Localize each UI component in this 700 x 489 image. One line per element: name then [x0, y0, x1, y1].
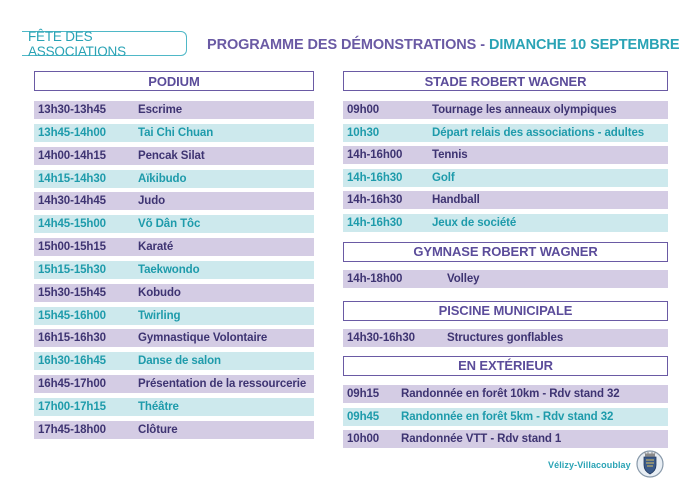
row-label: Tai Chi Chuan — [138, 126, 214, 139]
title-main: PROGRAMME DES DÉMONSTRATIONS — [207, 37, 477, 53]
row-time: 14h30-14h45 — [38, 195, 106, 208]
exterieur-row — [343, 408, 668, 426]
piscine-schedule — [343, 329, 668, 347]
stade-row — [343, 214, 668, 232]
section-title-gymnase: GYMNASE ROBERT WAGNER — [343, 242, 668, 262]
row-time: 15h45-16h00 — [38, 309, 106, 322]
row-label: Départ relais des associations - adultes — [432, 126, 645, 139]
row-time: 14h-16h30 — [347, 194, 403, 207]
row-label: Clôture — [138, 423, 178, 436]
gymnase-schedule — [343, 270, 668, 288]
row-label: Gymnastique Volontaire — [138, 332, 268, 345]
row-time: 13h30-13h45 — [38, 104, 106, 116]
podium-row — [34, 147, 314, 165]
row-label: Tournage les anneaux olympiques — [432, 104, 617, 116]
row-time: 17h45-18h00 — [38, 423, 106, 436]
podium-schedule — [34, 101, 314, 439]
row-label: Võ Dân Tôc — [138, 218, 201, 231]
exterieur-row — [343, 385, 668, 403]
row-time: 16h15-16h30 — [38, 332, 106, 345]
section-title-piscine: PISCINE MUNICIPALE — [343, 301, 668, 321]
row-label: Escrime — [138, 104, 183, 116]
gymnase-row — [343, 270, 668, 288]
row-time: 13h45-14h00 — [38, 126, 106, 139]
row-label: Taekwondo — [138, 263, 200, 276]
stade-row — [343, 191, 668, 209]
exterieur-schedule — [343, 385, 668, 448]
podium-row — [34, 398, 314, 416]
row-label: Kobudo — [138, 286, 181, 299]
stade-row — [343, 169, 668, 187]
row-time: 14h45-15h00 — [38, 218, 106, 231]
event-name: FÊTE DES ASSOCIATIONS — [28, 28, 126, 59]
title-separator: - — [480, 37, 485, 53]
podium-row — [34, 215, 314, 233]
row-time: 14h-18h00 — [347, 272, 403, 285]
row-label: Jeux de société — [432, 216, 517, 229]
podium-row — [34, 375, 314, 393]
podium-row — [34, 329, 314, 347]
row-time: 14h-16h30 — [347, 171, 403, 184]
podium-row — [34, 170, 314, 188]
row-time: 17h00-17h15 — [38, 400, 106, 413]
row-label: Judo — [138, 195, 166, 208]
row-time: 10h30 — [347, 126, 380, 139]
stade-row — [343, 101, 668, 119]
section-title-exterieur: EN EXTÉRIEUR — [343, 356, 668, 376]
row-label: Danse de salon — [138, 355, 221, 368]
podium-row — [34, 124, 314, 142]
podium-row — [34, 261, 314, 279]
row-time: 16h45-17h00 — [38, 378, 106, 391]
row-label: Handball — [432, 194, 480, 207]
row-label: Aïkibudo — [138, 172, 187, 185]
row-label: Karaté — [138, 241, 174, 254]
stade-row — [343, 146, 668, 164]
podium-row — [34, 238, 314, 256]
title-date: DIMANCHE 10 SEPTEMBRE — [488, 37, 680, 53]
section-title-podium: PODIUM — [34, 71, 314, 91]
row-label: Randonnée VTT - Rdv stand 1 — [401, 433, 562, 446]
row-time: 09h00 — [347, 104, 380, 116]
podium-row — [34, 307, 314, 325]
piscine-row — [343, 329, 668, 347]
venues-column — [343, 71, 668, 448]
row-label: Tennis — [432, 149, 468, 162]
row-time: 15h15-15h30 — [38, 263, 106, 276]
podium-row — [34, 101, 314, 119]
section-title-stade: STADE ROBERT WAGNER — [343, 71, 668, 91]
row-label: Présentation de la ressourcerie — [138, 378, 307, 391]
row-time: 14h-16h00 — [347, 149, 403, 162]
podium-row — [34, 352, 314, 370]
stade-schedule — [343, 101, 668, 232]
row-label: Pencak Silat — [138, 149, 205, 162]
row-time: 16h30-16h45 — [38, 355, 106, 368]
row-time: 14h30-16h30 — [347, 331, 415, 344]
podium-row — [34, 192, 314, 210]
row-time: 14h15-14h30 — [38, 172, 106, 185]
row-label: Twirling — [138, 309, 181, 322]
row-time: 10h00 — [347, 433, 380, 446]
row-label: Golf — [432, 171, 455, 184]
podium-row — [34, 284, 314, 302]
event-tab-label — [22, 28, 187, 59]
row-label: Randonnée en forêt 5km - Rdv stand 32 — [401, 410, 614, 423]
row-time: 15h00-15h15 — [38, 241, 106, 254]
city-crest-icon — [635, 449, 665, 479]
page-title — [207, 37, 679, 53]
podium-column — [34, 71, 314, 439]
exterieur-row — [343, 430, 668, 448]
podium-row — [34, 421, 314, 439]
row-time: 09h15 — [347, 387, 380, 400]
row-time: 14h-16h30 — [347, 216, 403, 229]
row-time: 09h45 — [347, 410, 380, 423]
stade-row — [343, 124, 668, 142]
row-time: 14h00-14h15 — [38, 149, 106, 162]
row-label: Structures gonflables — [447, 331, 564, 344]
city-brand: Vélizy-Villacoublay — [548, 460, 631, 470]
row-label: Volley — [447, 272, 480, 285]
row-label: Théâtre — [138, 400, 179, 413]
row-label: Randonnée en forêt 10km - Rdv stand 32 — [401, 387, 620, 400]
row-time: 15h30-15h45 — [38, 286, 106, 299]
